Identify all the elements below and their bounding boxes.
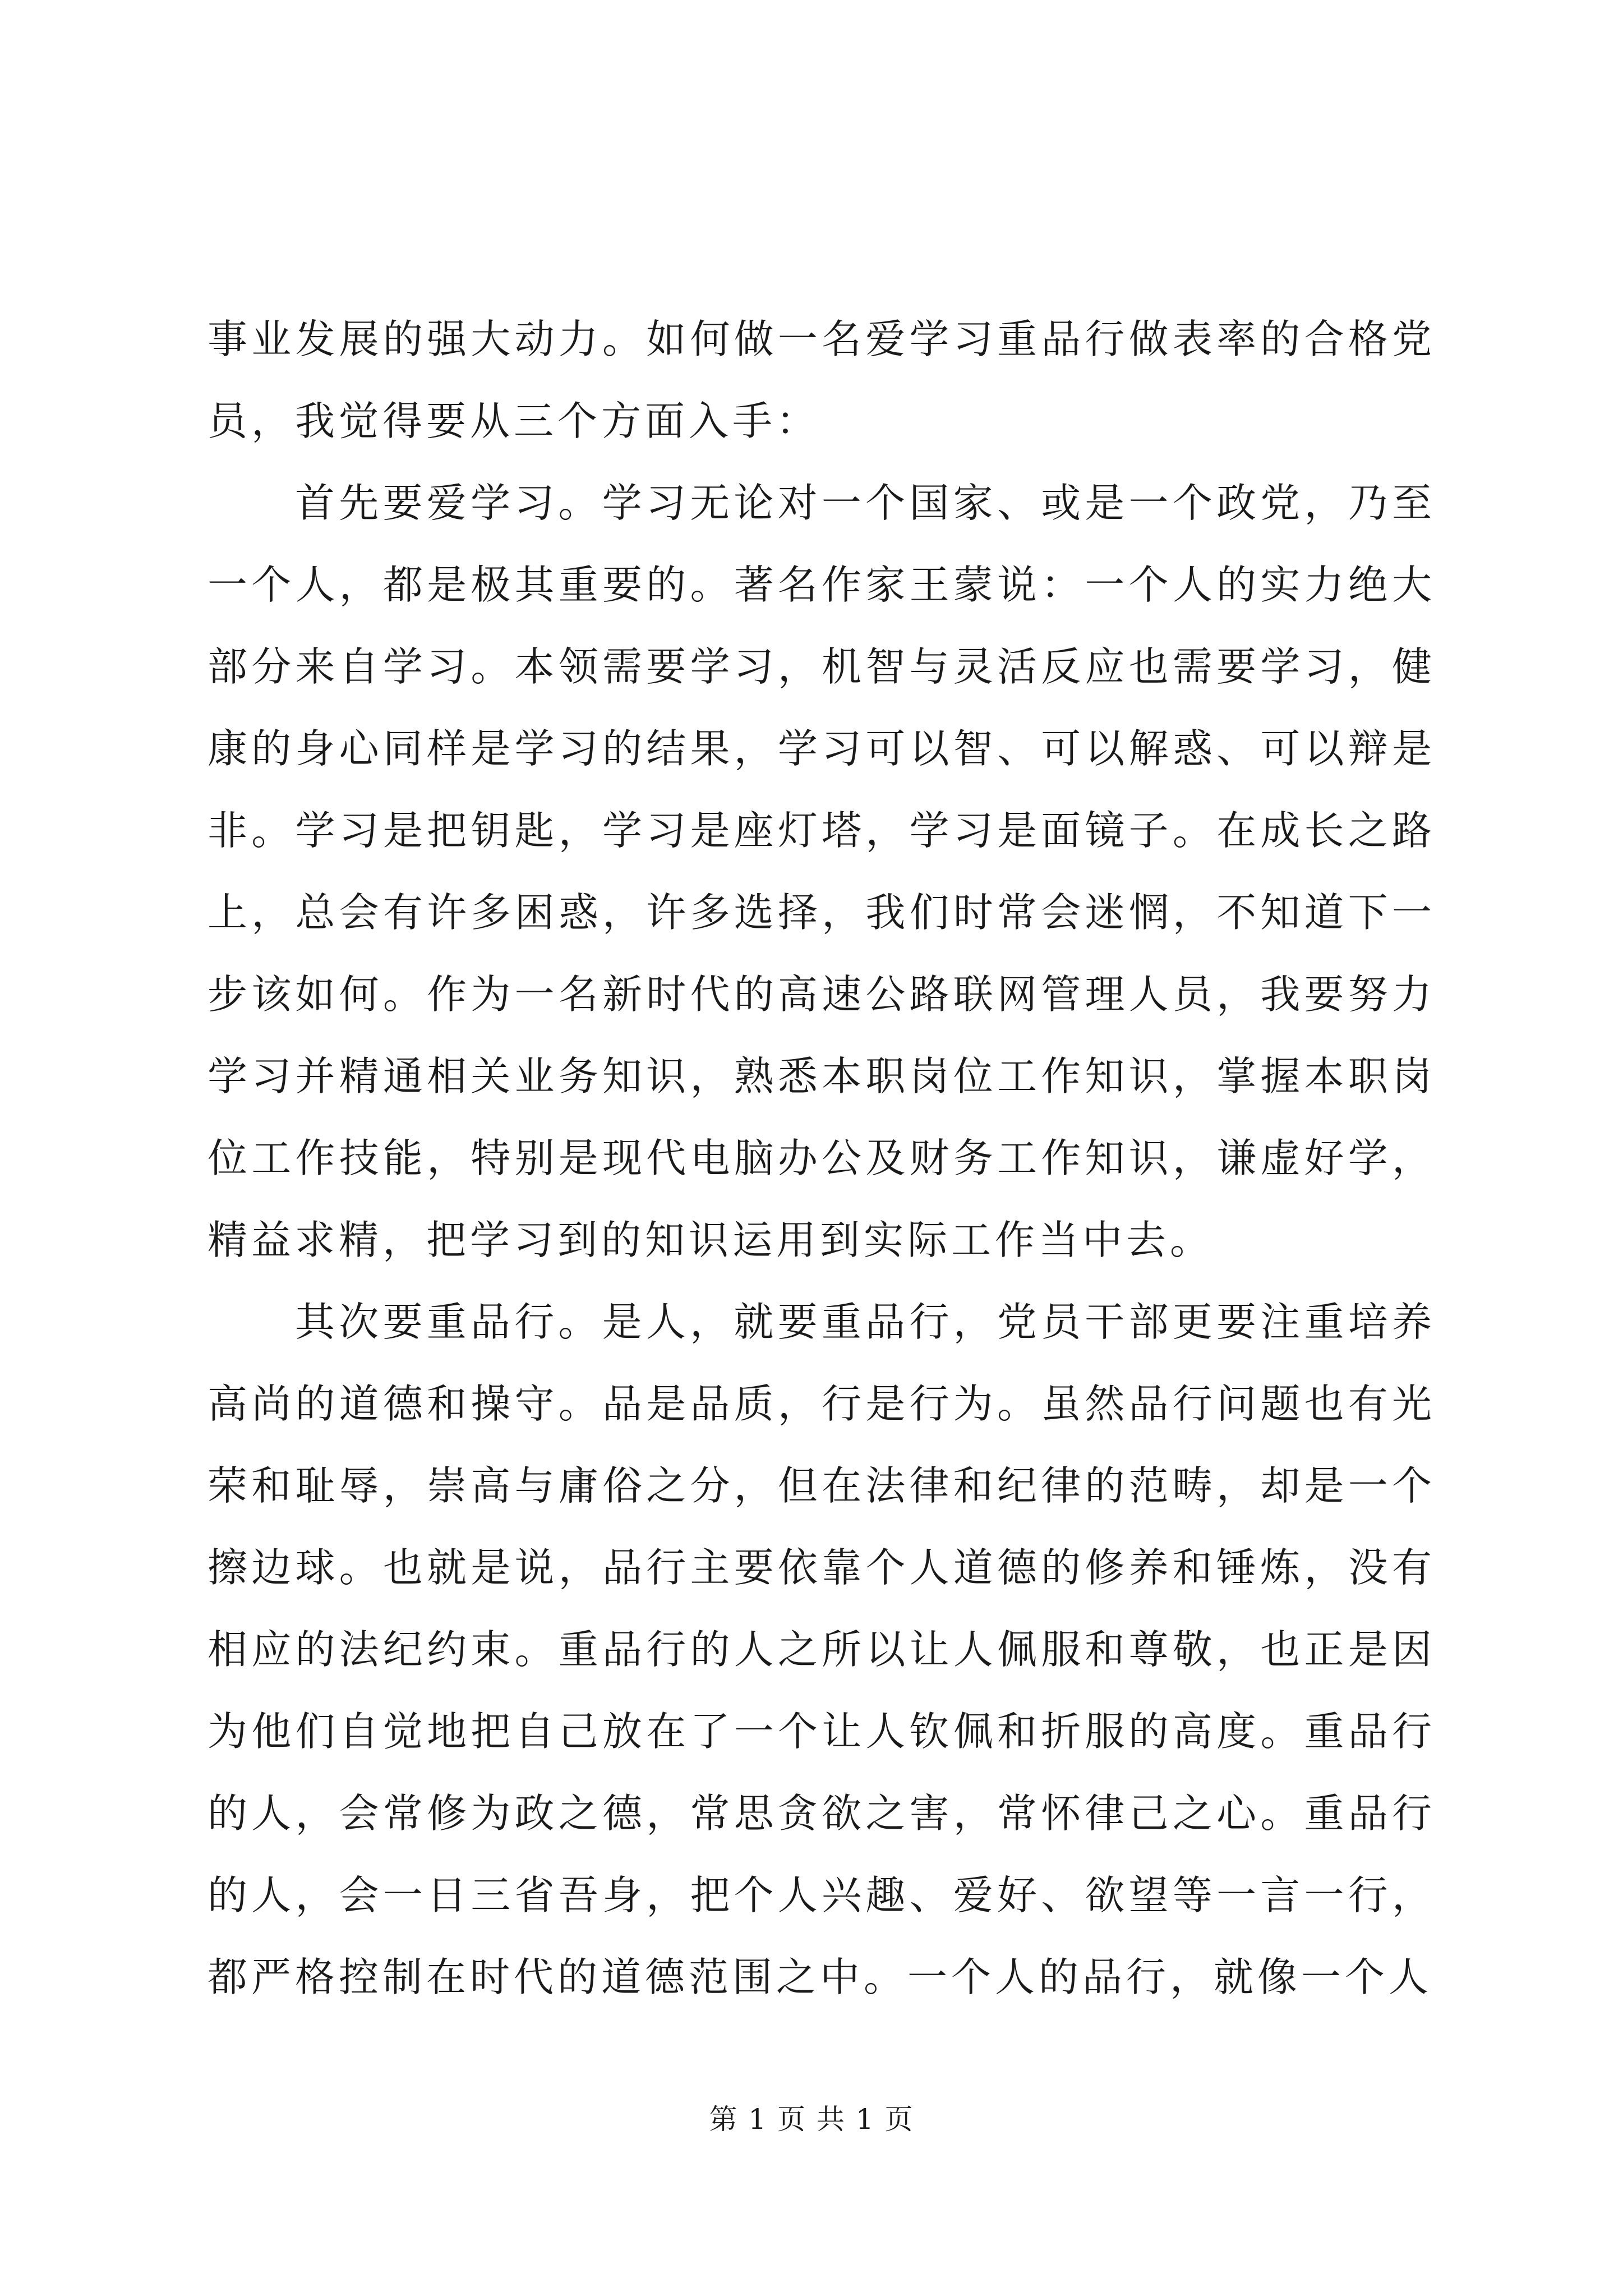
- paragraph-1: 事业发展的强大动力。如何做一名爱学习重品行做表率的合格党员，我觉得要从三个方面入手：: [208, 316, 1436, 444]
- paragraph-2: 首先要爱学习。学习无论对一个国家、或是一个政党，乃至一个人，都是极其重要的。著名作家王蒙说：一个人的实力绝大部分来自学习。本领需要学习，机智与灵活反应也需要学习，健康的身心同样是学习的结果，学习可以智、可以解惑、可以辩是非。学习是把钥匙，学习是座灯塔，学习是面镜子。在成长之路上，总会有许多困惑，许多选择，我们时常会迷惘，不知道下一步该如何。作为一名新时代的高速公路联网管理人员，我要努力学习并精通相关业务知识，熟悉本职岗位工作知识，掌握本职岗位工作技能，特别是现代电脑办公及财务工作知识，谦虚好学，精益求精，把学习到的知识运用到实际工作当中去。: [208, 480, 1436, 1263]
- page-number-footer: 第 1 页 共 1 页: [709, 2103, 914, 2136]
- document-body: [208, 298, 1436, 2018]
- paragraph-3: 其次要重品行。是人，就要重品行，党员干部更要注重培养高尚的道德和操守。品是品质，行是行为。虽然品行问题也有光荣和耻辱，崇高与庸俗之分，但在法律和纪律的范畴，却是一个擦边球。也就是说，品行主要依靠个人道德的修养和锤炼，没有相应的法纪约束。重品行的人之所以让人佩服和尊敬，也正是因为他们自觉地把自己放在了一个让人钦佩和折服的高度。重品行的人，会常修为政之德，常思贪欲之害，常怀律己之心。重品行的人，会一日三省吾身，把个人兴趣、爱好、欲望等一言一行，都严格控制在时代的道德范围之中。一个人的品行，就像一个人: [208, 1299, 1436, 2000]
